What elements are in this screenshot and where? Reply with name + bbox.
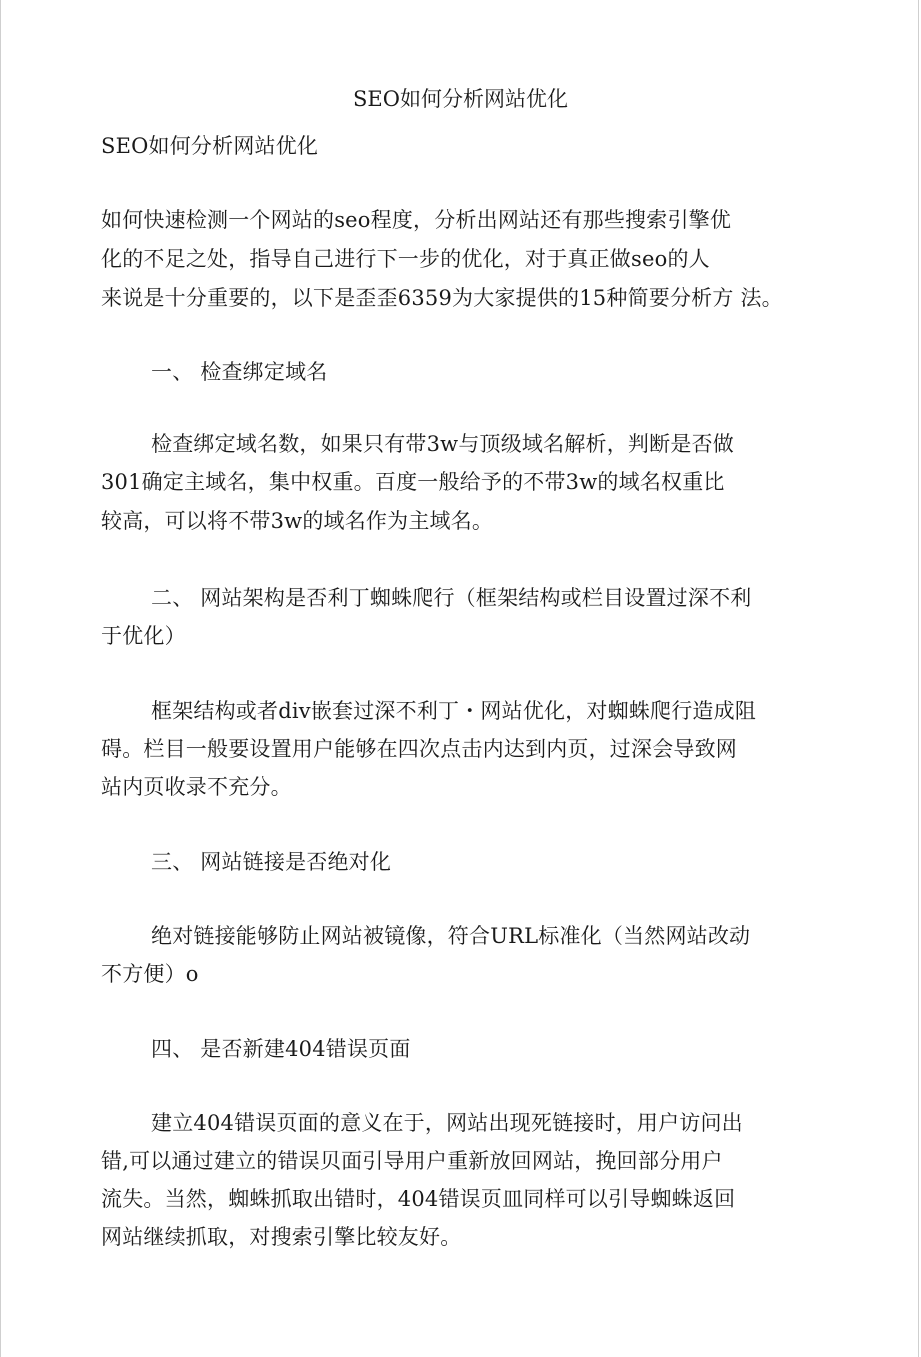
section-4-heading: 四、 是否新建404错误页面: [151, 1037, 411, 1061]
section-4-body-line-2: 错,可以通过建立的错误贝面引导用户重新放回网站，挽回部分用户: [101, 1149, 723, 1173]
section-4-body-line-3: 流失。当然，蜘蛛抓取出错时，404错误页皿同样可以引导蜘蛛返回: [101, 1187, 736, 1211]
section-1-body-line-1: 检查绑定域名数，如果只有带3w与顶级域名解析，判断是否做: [151, 432, 734, 456]
intro-line-3: 来说是十分重要的，以下是歪歪6359为大家提供的15种简要分析方 法。: [101, 286, 783, 310]
section-2-body-line-2: 碍。栏目一般要设置用户能够在四次点击内达到内页，过深会导致网: [101, 737, 737, 761]
section-1-heading: 一、 检查绑定域名: [151, 360, 328, 384]
section-3-heading: 三、 网站链接是否绝对化: [151, 850, 392, 874]
section-3-body-line-2: 不方便）o: [101, 962, 199, 986]
section-2-body-line-1: 框架结构或者div嵌套过深不利丁・网站优化，对蜘蛛爬行造成阻: [151, 699, 757, 723]
section-4-body-line-4: 网站继续抓取，对搜索引擎比较友好。: [101, 1225, 462, 1249]
section-1-body-line-3: 较高，可以将不带3w的域名作为主域名。: [101, 509, 494, 533]
intro-line-2: 化的不足之处，指导自己进行下一步的优化，对于真正做seo的人: [101, 247, 710, 271]
section-2-heading-line-1: 二、 网站架构是否利丁蜘蛛爬行（框架结构或栏目设置过深不利: [151, 586, 752, 610]
section-3-body-line-1: 绝对链接能够防止网站被镜像，符合URL标准化（当然网站改动: [151, 924, 751, 948]
section-4-body-line-1: 建立404错误页面的意义在于，网站出现死链接时，用户访问出: [151, 1111, 743, 1135]
section-2-body-line-3: 站内页收录不充分。: [101, 775, 292, 799]
document-subtitle: SEO如何分析网站优化: [101, 134, 319, 158]
section-1-body-line-2: 301确定主域名，集中权重。百度一般给予的不带3w的域名权重比: [101, 470, 725, 494]
intro-line-1: 如何快速检测一个网站的seo程度，分析出网站还有那些搜索引擎优: [101, 208, 732, 232]
section-2-heading-line-2: 于优化）: [101, 624, 186, 648]
document-title: SEO如何分析网站优化: [353, 87, 568, 111]
